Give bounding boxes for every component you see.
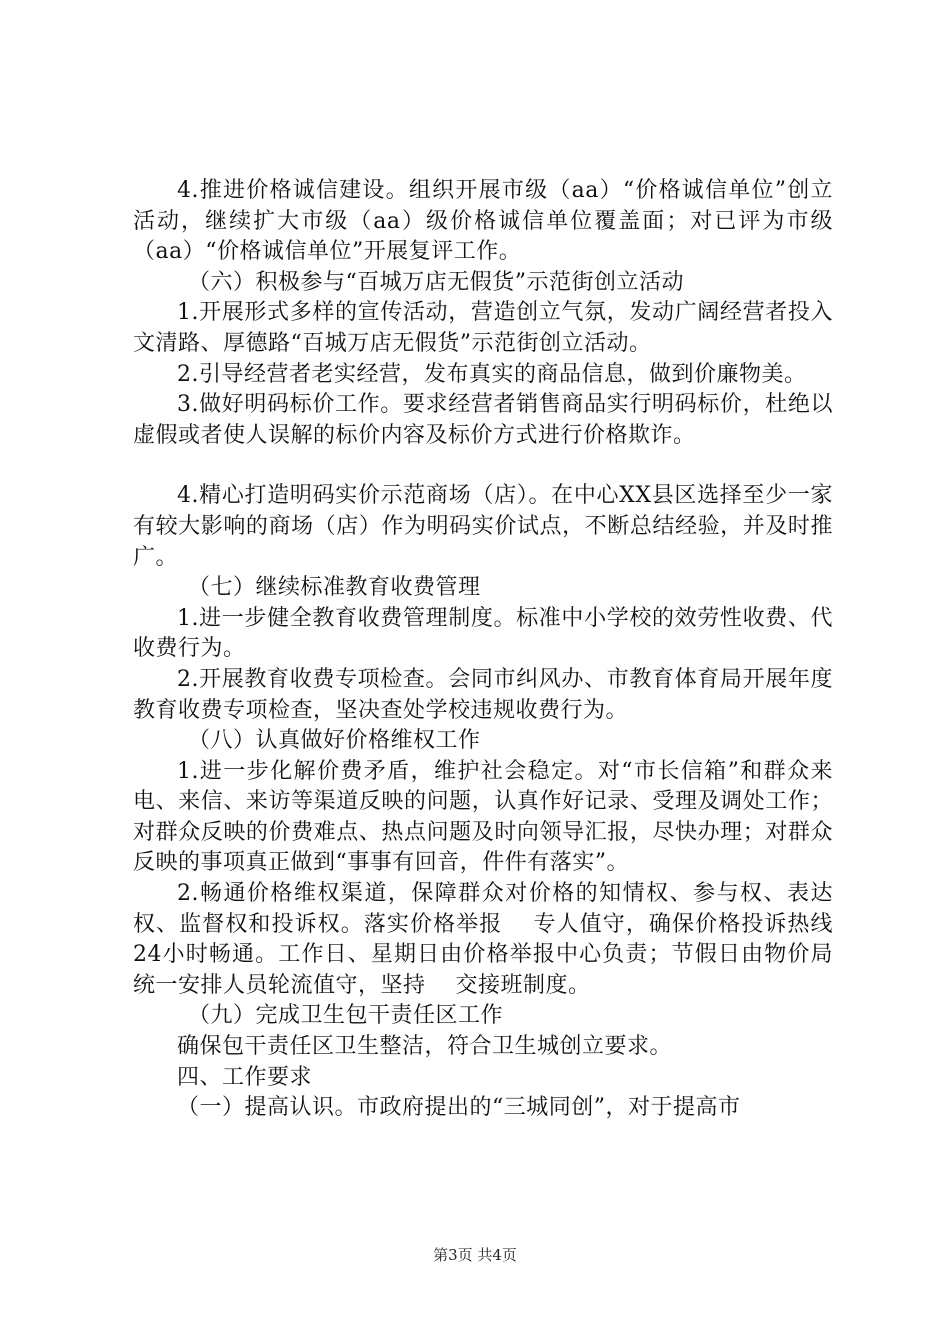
paragraph-rights-channels: 2.畅通价格维权渠道，保障群众对价格的知情权、参与权、表达权、监督权和投诉权。落实价格举报 专人值守，确保价格投诉热线24小时畅通。工作日、星期日由价格举报中心负责；节假日由物价局统一安排人员轮流值守，坚持 交接班制度。: [133, 881, 833, 998]
paragraph-resolve-disputes: 1.进一步化解价费矛盾，维护社会稳定。对“市长信箱”和群众来电、来信、来访等渠道反映的问题，认真作好记录、受理及调处工作；对群众反映的价费难点、热点问题及时向领导汇报，尽快办理；对群众反映的事项真正做到“事事有回音，件件有落实”。: [133, 758, 833, 876]
paragraph-price-integrity: 4.推进价格诚信建设。组织开展市级（aa）“价格诚信单位”创立活动，继续扩大市级（aa）级价格诚信单位覆盖面；对已评为市级（aa）“价格诚信单位”开展复评工作。: [133, 178, 833, 265]
page-footer: 第3页 共4页: [433, 1246, 517, 1264]
paragraph-education-fee-system: 1.进一步健全教育收费管理制度。标准中小学校的效劳性收费、代收费行为。: [133, 605, 833, 662]
section-heading-requirements: 四、工作要求: [177, 1064, 313, 1090]
paragraph-sanitation: 确保包干责任区卫生整洁，符合卫生城创立要求。: [177, 1034, 673, 1060]
section-heading-9: （九）完成卫生包干责任区工作: [188, 1003, 504, 1029]
paragraph-publicity: 1.开展形式多样的宣传活动，营造创立气氛，发动广阔经营者投入文清路、厚德路“百城万店无假货”示范街创立活动。: [133, 300, 833, 356]
section-heading-6: （六）积极参与“百城万店无假货”示范街创立活动: [188, 269, 684, 295]
paragraph-model-store: 4.精心打造明码实价示范商场（店）。在中心XX县区选择至少一家有较大影响的商场（店）作为明码实价试点，不断总结经验，并及时推广。: [133, 483, 833, 570]
paragraph-raise-awareness: （一）提高认识。市政府提出的“三城同创”，对于提高市: [177, 1095, 741, 1121]
paragraph-gap: [133, 451, 833, 481]
section-heading-7: （七）继续标准教育收费管理: [188, 575, 481, 601]
paragraph-price-tagging: 3.做好明码标价工作。要求经营者销售商品实行明码标价，杜绝以虚假或者使人误解的标价内容及标价方式进行价格欺诈。: [133, 392, 833, 448]
paragraph-honest-business: 2.引导经营者老实经营，发布真实的商品信息，做到价廉物美。: [177, 361, 807, 387]
paragraph-education-fee-inspection: 2.开展教育收费专项检查。会同市纠风办、市教育体育局开展年度教育收费专项检查，坚决查处学校违规收费行为。: [133, 666, 833, 723]
section-heading-8: （八）认真做好价格维权工作: [188, 728, 481, 754]
document-body: [133, 176, 833, 1124]
